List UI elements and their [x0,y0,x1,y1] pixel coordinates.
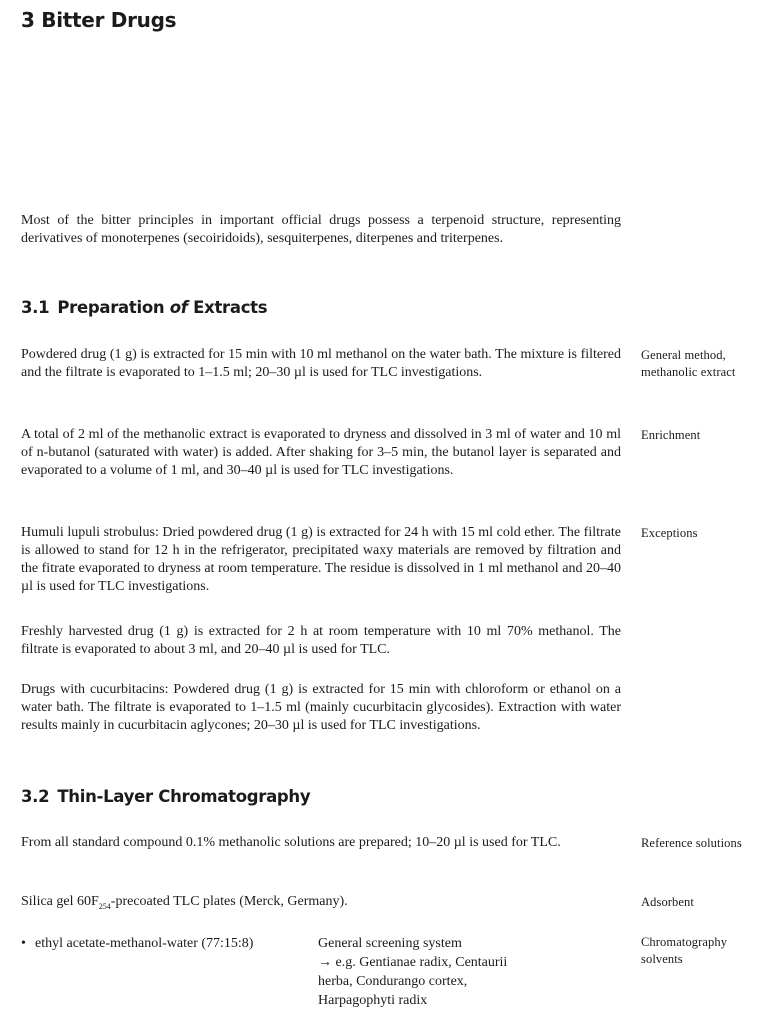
solvent-system: ethyl acetate-methanol-water (77:15:8) [35,936,254,951]
cucurbitacins-text: Powdered drug (1 g) is extracted for 15 min with chloroform or ethanol on a water bath. The filtrate is evaporated to 1–1.5 ml (mainly cucurbitacin glycosides). Extraction with water results mainly in cucurbitacin aglycones; 20–30 µl is used for TLC investigations. [21,682,621,733]
humuli-paragraph [21,524,621,596]
reference-paragraph: From all standard compound 0.1% methanolic solutions are prepared; 10–20 µl is used for TLC. [21,835,561,850]
screening-line: herba, Condurango cortex, [318,974,468,989]
bullet: • [21,936,26,951]
margin-note-adsorbent: Adsorbent [641,895,694,909]
cucurbitacins-paragraph [21,681,621,735]
chapter-title: 3 Bitter Drugs [21,8,177,32]
adsorbent-subscript: 254 [98,901,111,911]
screening-line: → e.g. Gentianae radix, Centaurii [318,955,508,970]
fresh-drug-paragraph: Freshly harvested drug (1 g) is extracted for 2 h at room temperature with 10 ml 70% methanol. The filtrate is evaporated to about 3 ml, and 20–40 µl is used for TLC. [21,624,621,657]
section-title-italic: of [169,298,188,317]
margin-note-general-method: General method, methanolic extract [641,348,736,379]
margin-note-exceptions: Exceptions [641,526,698,540]
section-title: Thin-Layer Chromatography [57,787,311,806]
adsorbent-text-b: -precoated TLC plates (Merck, Germany). [110,894,348,909]
general-method-paragraph: Powdered drug (1 g) is extracted for 15 min with 10 ml methanol on the water bath. The mixture is filtered and the filtrate is evaporated to 1–1.5 ml; 20–30 µl is used for TLC investigations. [21,347,621,380]
margin-note-reference: Reference solutions [641,836,742,850]
adsorbent-paragraph [21,893,621,916]
margin-note-enrichment: Enrichment [641,428,701,442]
section-heading-preparation [21,298,267,317]
section-heading-tlc [21,787,310,806]
enrichment-paragraph: A total of 2 ml of the methanolic extract is evaporated to dryness and dissolved in 3 ml of water and 10 ml of n-butanol (saturated with water) is added. After shaking for 3–5 min, the butanol layer is separated and evaporated to a volume of 1 ml, and 30–40 µl is used for TLC investigations. [21,427,621,478]
humuli-text: Dried powdered drug (1 g) is extracted for 24 h with 15 ml cold ether. The filtrate is allowed to stand for 12 h in the refrigerator, precipitated waxy materials are removed by filtration and the fitrate evaporated to dryness at room temperature. The residue is dissolved in 1 ml methanol and 20–40 µl is used for TLC investigations. [21,525,621,594]
cucurbitacins-lead: Drugs with cucurbitacins: [21,682,169,697]
screening-line: Harpagophyti radix [318,993,428,1008]
screening-system-block [318,934,618,1010]
section-number: 3.2 [21,787,50,806]
adsorbent-text-a: Silica gel 60F [21,894,99,909]
screening-line: General screening system [318,936,462,951]
humuli-lead: Humuli lupuli strobulus: [21,525,159,540]
margin-note-solvents: Chromatography solvents [641,935,728,966]
intro-paragraph: Most of the bitter principles in important official drugs possess a terpenoid structure, representing derivatives of monoterpenes (secoiridoids), sesquiterpenes, diterpenes and triterpenes. [21,213,621,246]
section-title-part: Preparation [57,298,170,317]
section-number: 3.1 [21,298,50,317]
section-title-part: Extracts [187,298,268,317]
